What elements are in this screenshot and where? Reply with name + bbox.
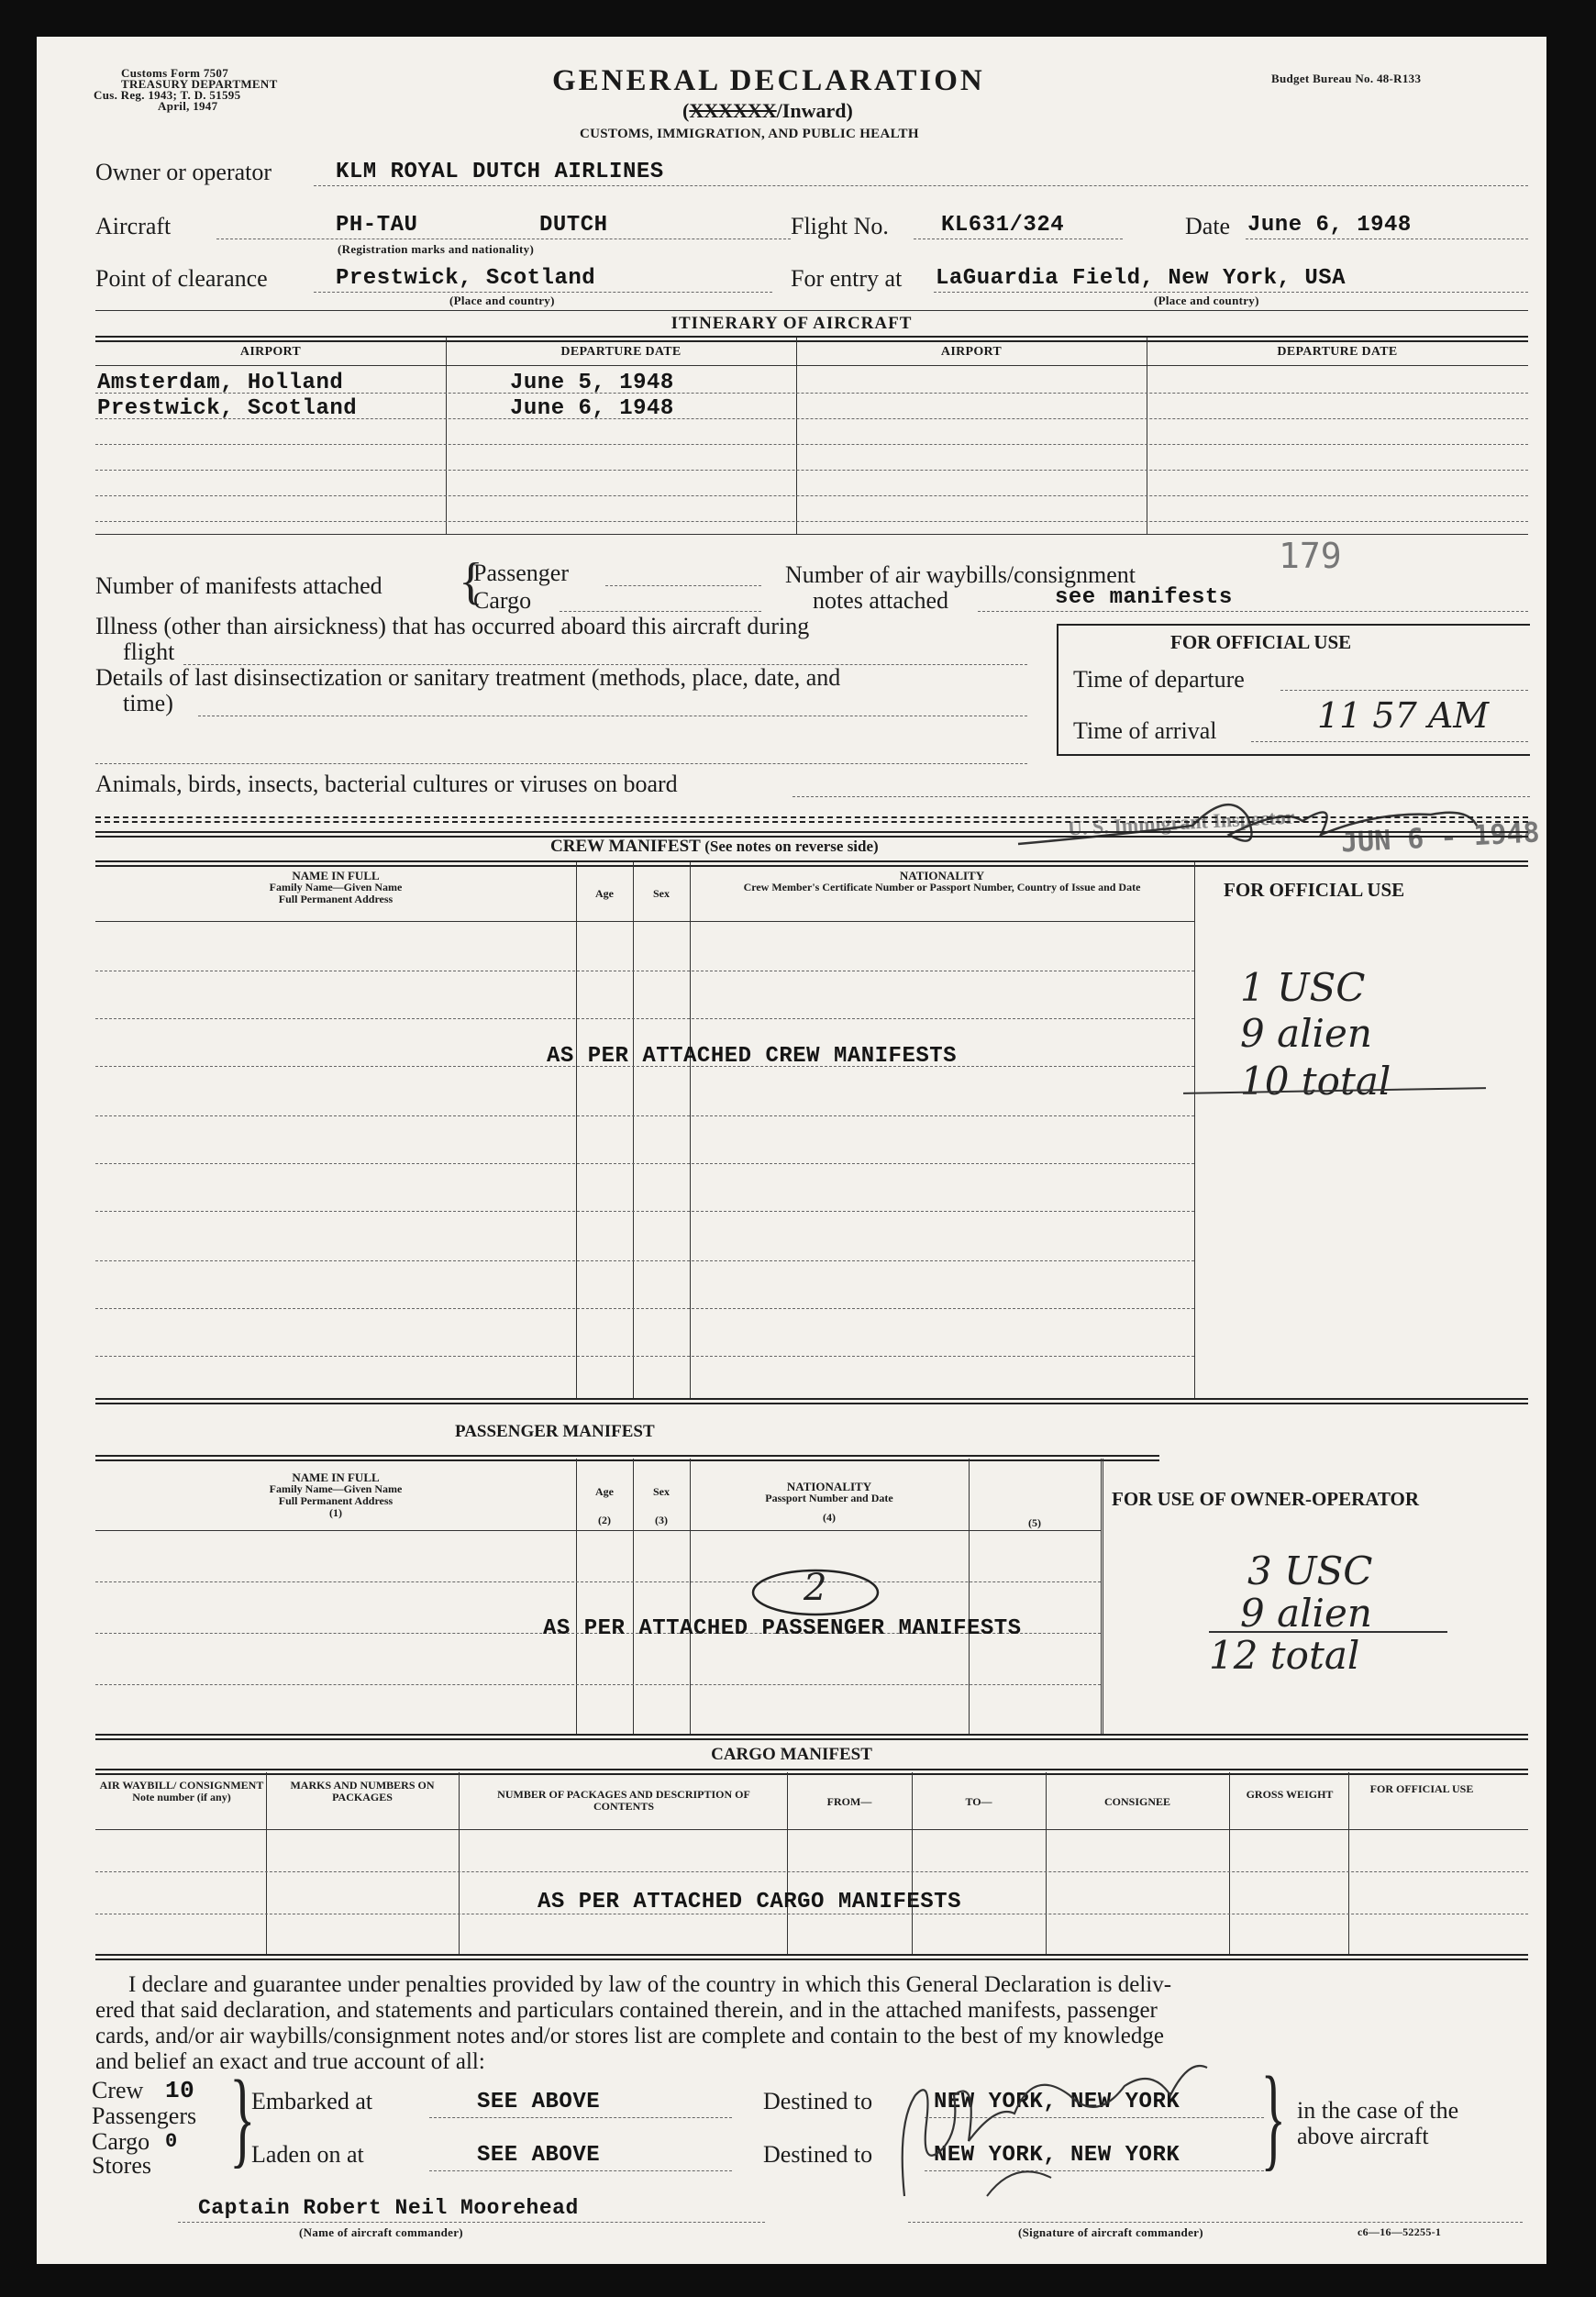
entry-caption: (Place and country) bbox=[1154, 294, 1259, 307]
cargo-header-waybill: AIR WAYBILL/ CONSIGNMENT Note number (if any) bbox=[99, 1779, 264, 1803]
itinerary-row-2-airport: Prestwick, Scotland bbox=[97, 396, 358, 421]
waybills-label-2: notes attached bbox=[813, 587, 948, 614]
signature-caption: (Signature of aircraft commander) bbox=[1018, 2225, 1203, 2239]
crew-count-usc: 1 USC bbox=[1240, 965, 1366, 1010]
illness-line-1: Illness (other than airsickness) that has occurred aboard this aircraft during bbox=[95, 613, 810, 639]
decl-case-text-2: above aircraft bbox=[1297, 2123, 1429, 2149]
passenger-header-name bbox=[95, 1471, 576, 1519]
stamp-number: 179 bbox=[1279, 536, 1342, 576]
form-subtitle-2: CUSTOMS, IMMIGRATION, AND PUBLIC HEALTH bbox=[580, 127, 919, 141]
cargo-header-official: FOR OFFICIAL USE bbox=[1369, 1782, 1474, 1795]
time-departure-label: Time of departure bbox=[1073, 666, 1245, 693]
illness-line-2: flight bbox=[123, 638, 175, 665]
passenger-count-alien: 9 alien bbox=[1240, 1591, 1372, 1636]
time-arrival-label: Time of arrival bbox=[1073, 717, 1217, 744]
pass-h-nat2: Passport Number and Date bbox=[765, 1492, 893, 1504]
cargo-header-weight: GROSS WEIGHT bbox=[1246, 1788, 1334, 1801]
crew-header-name bbox=[95, 870, 576, 905]
cargo-header-consignee: CONSIGNEE bbox=[1103, 1795, 1171, 1808]
form-title: GENERAL DECLARATION bbox=[552, 64, 985, 97]
crew-header-sex: Sex bbox=[653, 887, 670, 900]
crew-h-nat: NATIONALITY bbox=[899, 869, 985, 882]
regulations: Cus. Reg. 1943; T. D. 51595 bbox=[94, 88, 241, 102]
decl-case-text-1: in the case of the bbox=[1297, 2097, 1459, 2124]
aircraft-registration: PH-TAU bbox=[336, 213, 418, 238]
official-use-title: FOR OFFICIAL USE bbox=[1170, 631, 1352, 653]
itinerary-row-2-date: June 6, 1948 bbox=[510, 396, 674, 421]
decl-laden-label: Laden on at bbox=[251, 2141, 364, 2168]
crew-count-alien: 9 alien bbox=[1240, 1011, 1372, 1056]
itinerary-row-1-airport: Amsterdam, Holland bbox=[97, 371, 344, 395]
crew-header-age: Age bbox=[595, 887, 614, 900]
itinerary-header-airport-1: AIRPORT bbox=[239, 345, 302, 359]
declaration-line-1: I declare and guarantee under penalties provided by law of the country in which this General Declaration is deliv- bbox=[128, 1972, 1172, 1997]
declaration-line-2: ered that said declaration, and statements and particulars contained therein, and in the attached manifests, passenger bbox=[95, 1998, 1158, 2023]
budget-bureau: Budget Bureau No. 48-R133 bbox=[1271, 72, 1422, 85]
crew-h-name2: Family Name—Given Name bbox=[269, 881, 403, 893]
passenger-header-sex bbox=[633, 1486, 690, 1526]
itinerary-title: ITINERARY OF AIRCRAFT bbox=[671, 314, 913, 333]
form-number-block bbox=[94, 68, 278, 112]
form-subtitle: (XXXXXX/Inward) bbox=[682, 99, 853, 122]
pass-h-sex-n: (3) bbox=[655, 1514, 668, 1526]
date-value: June 6, 1948 bbox=[1247, 213, 1412, 238]
pass-h-name3: Full Permanent Address bbox=[278, 1494, 393, 1507]
crew-h-nat2: Crew Member's Certificate Number or Passport Number, Country of Issue and Date bbox=[743, 881, 1141, 893]
cargo-title: CARGO MANIFEST bbox=[711, 1745, 872, 1764]
crew-body-text: AS PER ATTACHED CREW MANIFESTS bbox=[547, 1044, 958, 1069]
crew-h-name3: Full Permanent Address bbox=[278, 893, 393, 905]
clearance-caption: (Place and country) bbox=[449, 294, 555, 307]
passenger-owner-use: FOR USE OF OWNER-OPERATOR bbox=[1112, 1488, 1420, 1510]
owner-label: Owner or operator bbox=[95, 159, 272, 185]
pass-h-age-n: (2) bbox=[598, 1514, 611, 1526]
passenger-header-5: (5) bbox=[1028, 1516, 1041, 1529]
pass-h-nat: NATIONALITY bbox=[786, 1480, 872, 1493]
decl-embarked-label: Embarked at bbox=[251, 2088, 373, 2114]
passenger-header-nationality bbox=[690, 1481, 969, 1524]
decl-destined-label-2: Destined to bbox=[763, 2141, 873, 2168]
cargo-header-packages: NUMBER OF PACKAGES AND DESCRIPTION OF CONTENTS bbox=[497, 1788, 750, 1813]
crew-title bbox=[550, 837, 879, 857]
time-arrival-value: 11 57 AM bbox=[1317, 695, 1490, 736]
print-code: c6—16—52255-1 bbox=[1358, 2225, 1442, 2238]
declaration-line-3: cards, and/or air waybills/consignment notes and/or stores list are complete and contain to the best of my knowledge bbox=[95, 2024, 1164, 2048]
inward-label: /Inward) bbox=[776, 99, 853, 122]
struck-outward: XXXXXX bbox=[689, 99, 777, 122]
passenger-body-text: AS PER ATTACHED PASSENGER MANIFESTS bbox=[543, 1616, 1022, 1641]
form-number: Customs Form 7507 bbox=[121, 66, 229, 80]
decl-passengers-label: Passengers bbox=[92, 2103, 197, 2129]
flight-value: KL631/324 bbox=[941, 213, 1065, 238]
cargo-header-to: TO— bbox=[965, 1795, 992, 1808]
passenger-header-age bbox=[576, 1486, 633, 1526]
pass-h-name-n: (1) bbox=[329, 1506, 342, 1519]
commander-name-caption: (Name of aircraft commander) bbox=[299, 2225, 463, 2239]
aircraft-caption: (Registration marks and nationality) bbox=[338, 242, 535, 256]
decl-destined-value-1: NEW YORK, NEW YORK bbox=[934, 2090, 1180, 2114]
waybills-value: see manifests bbox=[1055, 585, 1233, 610]
itinerary-header-date-1: DEPARTURE DATE bbox=[560, 345, 682, 359]
itinerary-row-1-date: June 5, 1948 bbox=[510, 371, 674, 395]
crew-official-use: FOR OFFICIAL USE bbox=[1224, 879, 1405, 901]
disinsect-line-1: Details of last disinsectization or sanitary treatment (methods, place, date, and bbox=[95, 664, 841, 691]
flight-label: Flight No. bbox=[791, 213, 889, 239]
passenger-count-usc: 3 USC bbox=[1247, 1548, 1373, 1593]
aircraft-label: Aircraft bbox=[95, 213, 172, 239]
pass-h-age: Age bbox=[595, 1485, 614, 1498]
entry-value: LaGuardia Field, New York, USA bbox=[936, 266, 1347, 291]
clearance-value: Prestwick, Scotland bbox=[336, 266, 596, 291]
immigration-stamp-text: U. S. Immigrant Inspector bbox=[1067, 805, 1295, 840]
passenger-count-total: 12 total bbox=[1209, 1633, 1360, 1678]
date-label: Date bbox=[1185, 213, 1231, 239]
decl-embarked-value: SEE ABOVE bbox=[477, 2090, 601, 2114]
decl-right-brace: } bbox=[1260, 2054, 1286, 2181]
decl-cargo-label: Cargo bbox=[92, 2128, 150, 2155]
pass-h-nat-n: (4) bbox=[823, 1511, 836, 1524]
commander-signature bbox=[877, 2040, 1262, 2214]
decl-cargo-value: 0 bbox=[165, 2130, 178, 2153]
manifests-brace: { bbox=[459, 553, 483, 610]
immigration-stamp-date: JUN 6 - 1948 bbox=[1340, 816, 1541, 860]
disinsect-line-2: time) bbox=[123, 690, 173, 716]
decl-crew-value: 10 bbox=[165, 2077, 195, 2104]
decl-destined-value-2: NEW YORK, NEW YORK bbox=[934, 2143, 1180, 2168]
manifests-passenger-label: Passenger bbox=[473, 560, 569, 586]
manifests-label: Number of manifests attached bbox=[95, 572, 382, 599]
commander-name: Captain Robert Neil Moorehead bbox=[198, 2196, 579, 2220]
owner-value: KLM ROYAL DUTCH AIRLINES bbox=[336, 160, 664, 184]
decl-laden-value: SEE ABOVE bbox=[477, 2143, 601, 2168]
crew-header-nationality bbox=[690, 870, 1194, 893]
passenger-circle-value: 2 bbox=[804, 1567, 827, 1609]
crew-count-total: 10 total bbox=[1240, 1059, 1391, 1104]
form-date: April, 1947 bbox=[158, 99, 218, 113]
manifests-cargo-label: Cargo bbox=[473, 587, 532, 614]
animals-label: Animals, birds, insects, bacterial cultures or viruses on board bbox=[95, 771, 678, 797]
decl-destined-label-1: Destined to bbox=[763, 2088, 873, 2114]
aircraft-nationality: DUTCH bbox=[539, 213, 608, 238]
department: TREASURY DEPARTMENT bbox=[121, 77, 278, 91]
decl-crew-label: Crew bbox=[92, 2077, 144, 2103]
clearance-label: Point of clearance bbox=[95, 265, 268, 292]
itinerary-header-date-2: DEPARTURE DATE bbox=[1277, 345, 1398, 359]
inspector-signature bbox=[1009, 771, 1486, 853]
crew-note: (See notes on reverse side) bbox=[704, 838, 879, 855]
cargo-header-marks: MARKS AND NUMBERS ON PACKAGES bbox=[290, 1779, 435, 1803]
crew-title-text: CREW MANIFEST bbox=[550, 837, 701, 856]
decl-stores-label: Stores bbox=[92, 2152, 151, 2179]
itinerary-header-airport-2: AIRPORT bbox=[940, 345, 1003, 359]
cargo-body-text: AS PER ATTACHED CARGO MANIFESTS bbox=[538, 1890, 961, 1914]
waybills-label-1: Number of air waybills/consignment bbox=[785, 561, 1136, 588]
decl-left-brace: } bbox=[229, 2058, 256, 2178]
pass-h-name2: Family Name—Given Name bbox=[269, 1482, 403, 1495]
passenger-title: PASSENGER MANIFEST bbox=[455, 1422, 655, 1441]
declaration-line-4: and belief an exact and true account of all: bbox=[95, 2049, 485, 2074]
crew-h-name: NAME IN FULL bbox=[292, 869, 380, 882]
pass-h-name: NAME IN FULL bbox=[292, 1470, 380, 1484]
entry-label: For entry at bbox=[791, 265, 903, 292]
pass-h-sex: Sex bbox=[653, 1485, 670, 1498]
declaration-form bbox=[37, 37, 1546, 2264]
cargo-header-from: FROM— bbox=[826, 1795, 872, 1808]
